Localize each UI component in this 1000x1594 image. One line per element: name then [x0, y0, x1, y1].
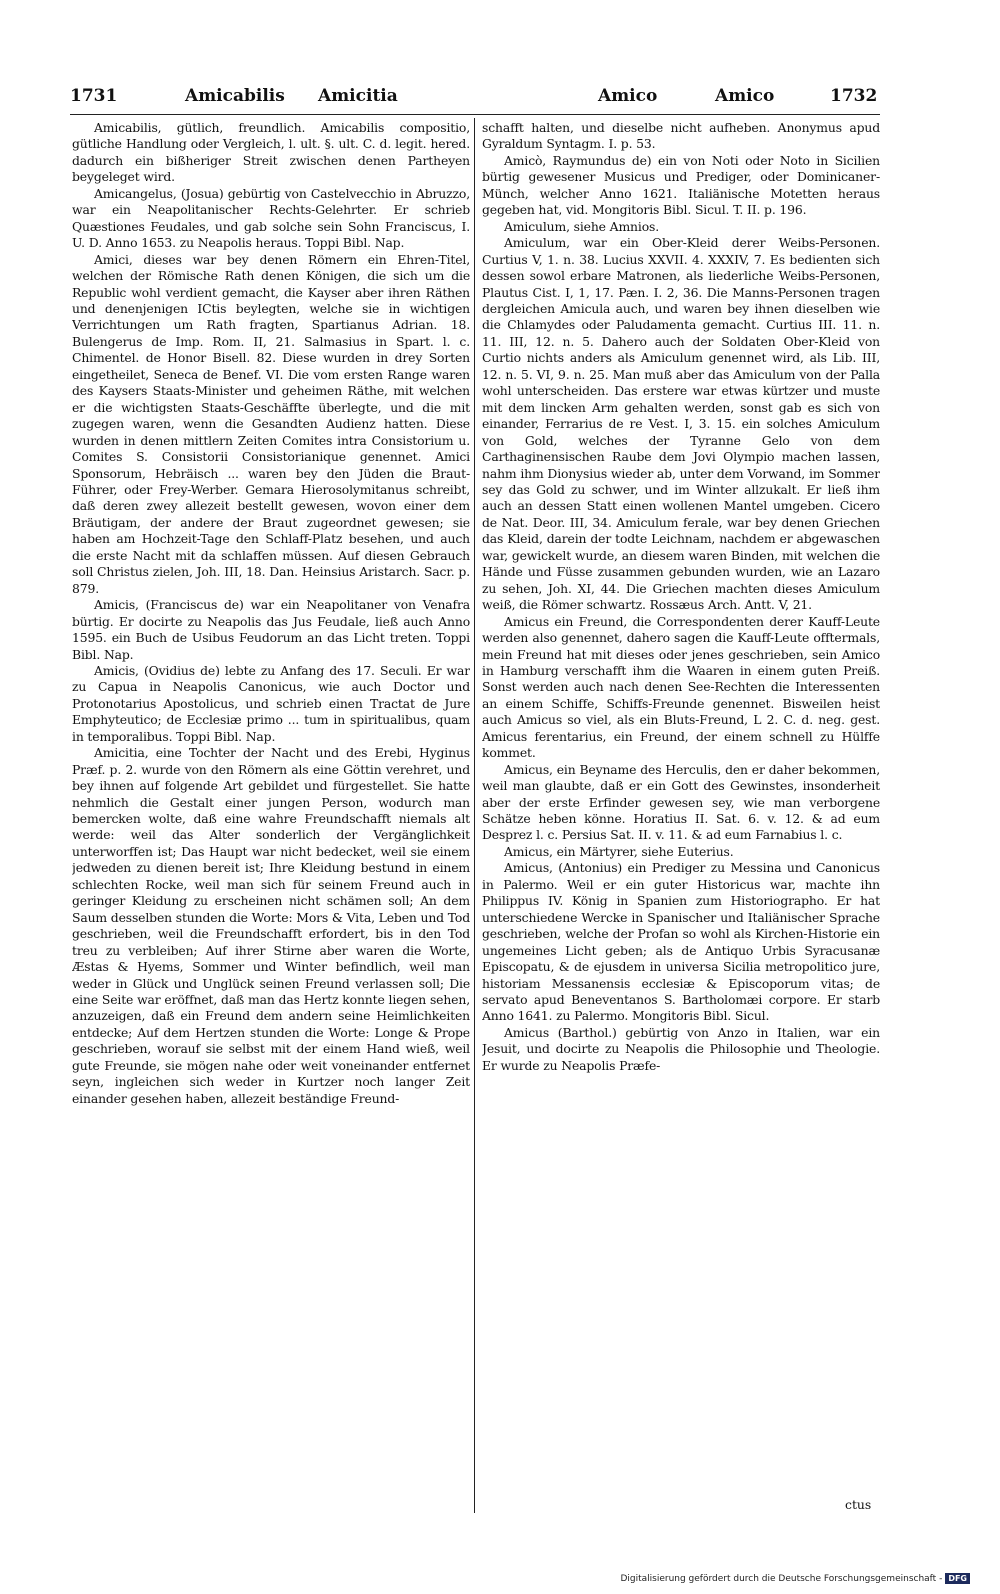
entry-amicus-barthol: Amicus (Barthol.) gebürtig von Anzo in Italien, war ein Jesuit, und docirte zu Neapolis die Philosophie und Theologie. Er wurde zu Neapolis Præfe-: [482, 1024, 880, 1073]
right-page-number: 1732: [830, 86, 878, 106]
entry-amicus-freund: Amicus ein Freund, die Correspondenten derer Kauff-Leute werden also genennet, dahero sagen die Kauff-Leute offtermals, mein Freund hat mit dieses oder jenes geschrieben, sein Amico in Hamburg verschafft ihm die Waaren in einem guten Preiß. Sonst werden auch nach denen See-Rechten die Interessenten an einem Schiffe, Schiffs-Freunde genennet. Bisweilen heist auch Amicus so viel, als ein Bluts-Freund, L 2. C. d. neg. gest. Amicus ferentarius, ein Freund, der einem schnell zu Hülffe kommet.: [482, 613, 880, 761]
column-divider: [474, 118, 475, 1513]
right-column: [482, 120, 880, 1515]
right-keyword-second: Amico: [715, 86, 775, 106]
catchword: ctus: [845, 1497, 872, 1512]
entry-amicus-antonius: Amicus, (Antonius) ein Prediger zu Messina und Canonicus in Palermo. Weil er ein guter Historicus war, machte ihn Philippus IV. König in Spanien zum Historiographo. Er hat unterschiedene Wercke in Spanischer und Italiänischer Sprache geschrieben, welche der Profan so wohl als Kirchen-Historie ein ungemeines Licht geben; als de Antiquo Urbis Syracusanæ Episcopatu, & de ejusdem in universa Sicilia metropolitico jure, historiam Messanensis ecclesiæ & Episcoporum vitas; de servato apud Beneventanos S. Bartholomæi corpore. Er starb Anno 1641. zu Palermo. Mongitoris Bibl. Sicul.: [482, 860, 880, 1024]
footer: [620, 1573, 970, 1584]
entry-amiculum: Amiculum, war ein Ober-Kleid derer Weibs-Personen. Curtius V, 1. n. 38. Lucius XXVII. 4. XXXIV, 7. Es bedienten sich dessen sowol erbare Matronen, als liederliche Weibs-Personen, Plautus Cist. I, 1, 17. Pæn. I. 2, 36. Die Manns-Personen tragen dergleichen Amicula auch, und waren bey ihnen dieselben wie die Chlamydes oder Paludamenta gemacht. Curtius III. 11. n. 11. III, 12. n. 5. Dahero auch der Soldaten Ober-Kleid von Curtio nichts anders als Amiculum genennet wird, als Lib. III, 12. n. 5. VI, 9. n. 25. Man muß aber das Amiculum von der Palla wohl unterscheiden. Das erstere war etwas kürtzer und muste mit dem lincken Arm gehalten werden, sonst gab es sich von einander, Ferrarius de re Vest. I, 3. 15. ein solches Amiculum von Gold, welches der Tyranne Gelo von dem Carthaginensischen Raube dem Jovi Olympio machen lassen, nahm ihm Dionysius wieder ab, unter dem Vorwand, im Sommer sey das Gold zu schwer, und im Winter allzukalt. Er ließ ihm auch an dessen Statt einen wollenen Mantel umgeben. Cicero de Nat. Deor. III, 34. Amiculum ferale, war bey denen Griechen das Kleid, darein der todte Leichnam, nachdem er abgewaschen war, gewickelt wurde, an diesem waren Binden, mit welchen die Hände und Füsse zusammen gebunden wurden, wie an Lazaro zu sehen, Joh. XI, 44. Die Griechen machten dieses Amiculum weiß, die Römer schwartz. Rossæus Arch. Antt. V, 21.: [482, 235, 880, 613]
entry-amicitia: Amicitia, eine Tochter der Nacht und des Erebi, Hyginus Præf. p. 2. wurde von den Römern als eine Göttin verehret, und bey ihnen auf folgende Art gebildet und fürgestellet. Sie hatte nehmlich die Gestalt einer jungen Person, wodurch man bemercken wolte, daß eine wahre Freundschafft niemals alt werde: weil das Alter sonderlich der Vergänglichkeit unterworffen ist; Das Haupt war nicht bedecket, weil sie einem jedweden zu dienen bereit ist; Ihre Kleidung bestund in einem schlechten Rocke, weil man sich für seinem Freund auch in geringer Kleidung zu erscheinen nicht schämen soll; An dem Saum desselben stunden die Worte: Mors & Vita, Leben und Tod geschrieben, weil die Freundschafft erfordert, bis in den Tod treu zu verbleiben; Auf ihrer Stirne aber waren die Worte, Æstas & Hyems, Sommer und Winter befindlich, weil man weder in Glück und Unglück seinen Freund verlassen soll; Die eine Seite war eröffnet, daß man das Hertz konnte liegen sehen, anzuzeigen, daß ein Freund dem andern seine Heimlichkeiten entdecke; Auf dem Hertzen stunden die Worte: Longe & Prope geschrieben, worauf sie selbst mit der einem Hand wieß, weil gute Freunde, sie mögen nahe oder weit voneinander entfernet seyn, ingleichen sich weder in Kurtzer noch langer Zeit einander gesehen haben, allezeit beständige Freund-: [72, 745, 470, 1106]
entry-amicis-franciscus: Amicis, (Franciscus de) war ein Neapolitaner von Venafra bürtig. Er docirte zu Neapolis das Jus Feudale, ließ auch Anno 1595. ein Buch de Usibus Feudorum an das Licht treten. Toppi Bibl. Nap.: [72, 597, 470, 662]
left-keyword-second: Amicitia: [318, 86, 398, 106]
dfg-logo: DFG: [945, 1573, 970, 1584]
entry-amicangelus: Amicangelus, (Josua) gebürtig von Castelvecchio in Abruzzo, war ein Neapolitanischer Rechts-Gelehrter. Er schrieb Quæstiones Feudales, und gab solche sein Sohn Franciscus, I. U. D. Anno 1653. zu Neapolis heraus. Toppi Bibl. Nap.: [72, 185, 470, 251]
entry-amicis-ovidius: Amicis, (Ovidius de) lebte zu Anfang des 17. Seculi. Er war zu Capua in Neapolis Canonicus, wie auch Doctor und Protonotarius Apostolicus, und schrieb einen Tractat de Jure Emphyteutico; de Ecclesiæ primo ... tum in spiritualibus, quam in temporalibus. Toppi Bibl. Nap.: [72, 662, 470, 744]
entry-amici: Amici, dieses war bey denen Römern ein Ehren-Titel, welchen der Römische Rath denen Königen, die sich um die Republic wohl verdient gemacht, die Kayser aber ihren Räthen und denenjenigen ICtis beylegten, welche sie in wichtigen Verrichtungen um Rath fragten, Spartianus Adrian. 18. Bulengerus de Imp. Rom. II, 21. Salmasius in Spart. l. c. Chimentel. de Honor Bisell. 82. Diese wurden in drey Sorten eingetheilet, Seneca de Benef. VI. Die vom ersten Range waren des Kaysers Staats-Minister und geheimen Räthe, mit welchen er die wichtigsten Staats-Geschäffte überlegte, und die mit zugegen waren, wenn die Gesandten Audienz hatten. Diese wurden in denen mittlern Zeiten Comites intra Consistorium u. Comites S. Consistorii Consistorianique genennet. Amici Sponsorum, Hebräisch ... waren bey den Jüden die Braut-Führer, oder Frey-Werber. Gemara Hierosolymitanus schreibt, daß deren zwey allezeit bestellt gewesen, wovon einer dem Bräutigam, der andere der Braut zugeordnet gewesen; sie haben am Hochzeit-Tage den Schlaff-Platz besehen, und auch die erste Nacht mit da schlaffen müssen. Auf diesen Gebrauch soll Christus zielen, Joh. III, 18. Dan. Heinsius Aristarch. Sacr. p. 879.: [72, 251, 470, 596]
page-header: [70, 86, 880, 114]
entry-amico-raymundus: Amicò, Raymundus de) ein von Noti oder Noto in Sicilien bürtig gewesener Musicus und Prediger, oder Dominicaner-Münch, welcher Anno 1621. Italiänische Motetten heraus gegeben hat, vid. Mongitoris Bibl. Sicul. T. II. p. 196.: [482, 152, 880, 218]
header-rule: [70, 114, 880, 115]
entry-amicabilis: Amicabilis, gütlich, freundlich. Amicabilis compositio, gütliche Handlung oder Vergleich, l. ult. §. ult. C. d. legit. hered. dadurch ein bißheriger Streit zwischen denen Partheyen beygeleget wird.: [72, 120, 470, 185]
entry-amicus-herculis: Amicus, ein Beyname des Herculis, den er daher bekommen, weil man glaubte, daß er ein Gott des Gewinstes, insonderheit aber der erste Erfinder gewesen sey, wie man verborgene Schätze heben könne. Horatius II. Sat. 6. v. 12. & ad eum Desprez l. c. Persius Sat. II. v. 11. & ad eum Farnabius l. c.: [482, 761, 880, 843]
right-keyword-first: Amico: [598, 86, 658, 106]
entry-amicus-maertyrer: Amicus, ein Märtyrer, siehe Euterius.: [504, 843, 734, 859]
left-keyword-first: Amicabilis: [185, 86, 285, 106]
left-column: [72, 120, 470, 1515]
entry-continuation: schafft halten, und dieselbe nicht aufheben. Anonymus apud Gyraldum Syntagm. I. p. 53.: [482, 120, 880, 152]
footer-credit: Digitalisierung gefördert durch die Deutsche Forschungsgemeinschaft -: [620, 1574, 943, 1584]
entry-amiculum-ref: Amiculum, siehe Amnios.: [504, 218, 660, 234]
left-page-number: 1731: [70, 86, 118, 106]
